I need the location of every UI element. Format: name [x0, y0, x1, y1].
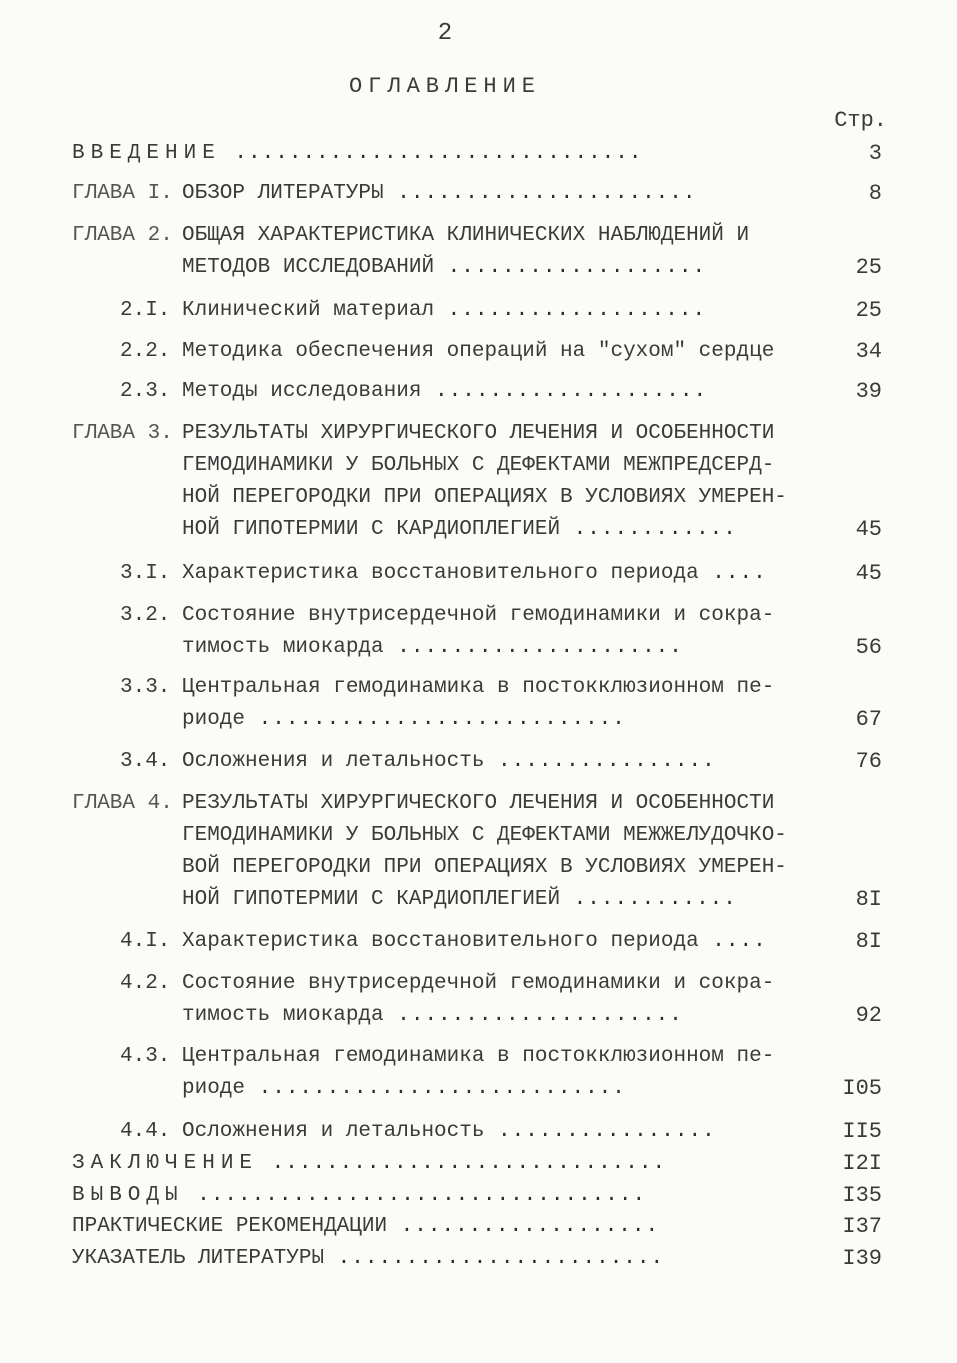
page-column-header: Стр.: [834, 108, 887, 133]
toc-page-number: II5: [842, 1119, 882, 1144]
toc-entry-text: Состояние внутрисердечной гемодинамики и сокра-: [182, 604, 775, 627]
toc-entry-line: [182, 970, 774, 998]
toc-entry-text: риоде: [182, 708, 246, 731]
toc-page-number: 45: [855, 561, 882, 586]
toc-entry-label: ГЛАВА 3.: [72, 422, 173, 445]
toc-entry-line: [182, 1002, 683, 1030]
toc-entry-line: [182, 674, 774, 702]
toc-entry-line: [182, 254, 706, 282]
toc-leader-dots: ...........................: [245, 1077, 626, 1100]
toc-page-number: 76: [855, 749, 882, 774]
toc-leader-dots: ...................: [387, 1215, 660, 1238]
toc-entry-line: [182, 560, 767, 588]
toc-entry-text: риоде: [182, 1077, 246, 1100]
toc-entry-label: 3.I.: [120, 562, 171, 585]
toc-entry-line: [72, 140, 643, 168]
toc-entry-line: [182, 854, 787, 882]
toc-leader-dots: ....................: [421, 380, 708, 403]
toc-entry-label: ГЛАВА 2.: [72, 224, 173, 247]
toc-page-number: I39: [842, 1246, 882, 1271]
toc-page-number: I35: [842, 1183, 882, 1208]
toc-entry-label: 4.4.: [120, 1120, 171, 1143]
toc-leader-dots: .....................: [383, 636, 683, 659]
toc-page-number: 8I: [855, 929, 882, 954]
toc-entry-text: Центральная гемодинамика в постокклюзионном пе-: [182, 1045, 775, 1068]
toc-entry-line: [182, 1118, 716, 1146]
toc-page-number: 92: [855, 1003, 882, 1028]
toc-entry-text: ГЕМОДИНАМИКИ У БОЛЬНЫХ С ДЕФЕКТАМИ МЕЖПРЕДСЕРД-: [182, 454, 775, 477]
toc-page-number: 8I: [855, 887, 882, 912]
toc-entry-line: [182, 928, 767, 956]
toc-entry-label: 3.4.: [120, 750, 171, 773]
toc-page-number: 45: [855, 517, 882, 542]
toc-entry-label: 2.I.: [120, 299, 171, 322]
toc-page-number: 67: [855, 707, 882, 732]
toc-leader-dots: ..............................: [220, 142, 643, 165]
toc-entry-line: [72, 1150, 666, 1178]
toc-entry-text: Осложнения и летальность: [182, 1120, 485, 1143]
toc-entry-text: ПРАКТИЧЕСКИЕ РЕКОМЕНДАЦИИ: [72, 1215, 388, 1238]
toc-page-number: 25: [855, 255, 882, 280]
toc-entry-label: ГЛАВА 4.: [72, 792, 173, 815]
toc-page-number: I05: [842, 1076, 882, 1101]
toc-leader-dots: ....: [698, 930, 767, 953]
toc-entry-text: Клинический материал: [182, 299, 435, 322]
toc-entry-text: ОБЩАЯ ХАРАКТЕРИСТИКА КЛИНИЧЕСКИХ НАБЛЮДЕНИЙ И: [182, 224, 750, 247]
toc-entry-text: Осложнения и летальность: [182, 750, 485, 773]
toc-entry-line: [182, 452, 774, 480]
toc-page-number: 39: [855, 379, 882, 404]
toc-entry-label: 3.2.: [120, 604, 171, 627]
toc-leader-dots: ................: [484, 750, 716, 773]
toc-entry-text: РЕЗУЛЬТАТЫ ХИРУРГИЧЕСКОГО ЛЕЧЕНИЯ И ОСОБЕННОСТИ: [182, 792, 775, 815]
toc-entry-text: Характеристика восстановительного периода: [182, 930, 699, 953]
toc-entry-line: [182, 790, 774, 818]
toc-entry-line: [72, 1213, 659, 1241]
toc-entry-label: ГЛАВА I.: [72, 182, 173, 205]
toc-entry-label: 2.2.: [120, 340, 171, 363]
toc-entry-text: Методика обеспечения операций на "сухом" сердце: [182, 340, 775, 363]
toc-entry-text: ЗАКЛЮЧЕНИЕ: [72, 1152, 259, 1175]
toc-entry-line: [182, 1075, 626, 1103]
toc-entry-line: [182, 297, 706, 325]
toc-entry-line: [182, 822, 787, 850]
toc-leader-dots: .....................: [383, 1004, 683, 1027]
toc-entry-line: [182, 180, 697, 208]
toc-entry-text: тимость миокарда: [182, 1004, 384, 1027]
toc-entry-label: 4.I.: [120, 930, 171, 953]
toc-entry-line: [182, 602, 774, 630]
toc-page-number: 3: [868, 141, 882, 166]
toc-entry-text: НОЙ ПЕРЕГОРОДКИ ПРИ ОПЕРАЦИЯХ В УСЛОВИЯХ УМЕРЕН-: [182, 486, 787, 509]
toc-entry-line: [72, 1245, 664, 1273]
toc-entry-text: РЕЗУЛЬТАТЫ ХИРУРГИЧЕСКОГО ЛЕЧЕНИЯ И ОСОБЕННОСТИ: [182, 422, 775, 445]
toc-entry-label: 2.3.: [120, 380, 171, 403]
toc-entry-text: ВЫВОДЫ: [72, 1184, 184, 1207]
toc-page-number: I37: [842, 1214, 882, 1239]
toc-leader-dots: ........................: [324, 1247, 665, 1270]
toc-entry-line: [72, 1182, 646, 1210]
toc-leader-dots: ...................: [434, 299, 707, 322]
toc-entry-text: Состояние внутрисердечной гемодинамики и сокра-: [182, 972, 775, 995]
toc-entry-line: [182, 1043, 774, 1071]
toc-leader-dots: .................................: [183, 1184, 647, 1207]
toc-entry-label: 4.3.: [120, 1045, 171, 1068]
toc-entry-text: НОЙ ГИПОТЕРМИИ С КАРДИОПЛЕГИЕЙ: [182, 518, 561, 541]
toc-leader-dots: ................: [484, 1120, 716, 1143]
toc-leader-dots: ....: [698, 562, 767, 585]
toc-entry-line: [182, 886, 737, 914]
toc-entry-line: [182, 634, 683, 662]
toc-entry-line: [182, 484, 787, 512]
toc-page-number: 8: [868, 181, 882, 206]
toc-entry-line: [182, 420, 774, 448]
toc-entry-line: [182, 222, 749, 250]
toc-entry-line: [182, 378, 707, 406]
toc-entry-text: УКАЗАТЕЛЬ ЛИТЕРАТУРЫ: [72, 1247, 325, 1270]
toc-title: ОГЛАВЛЕНИЕ: [348, 74, 542, 99]
toc-entry-text: Методы исследования: [182, 380, 422, 403]
toc-entry-text: Характеристика восстановительного периода: [182, 562, 699, 585]
toc-entry-line: [182, 338, 774, 366]
toc-leader-dots: ............: [560, 518, 737, 541]
toc-entry-text: ГЕМОДИНАМИКИ У БОЛЬНЫХ С ДЕФЕКТАМИ МЕЖЖЕЛУДОЧКО-: [182, 824, 787, 847]
toc-entry-text: тимость миокарда: [182, 636, 384, 659]
toc-entry-line: [182, 706, 626, 734]
toc-entry-text: НОЙ ГИПОТЕРМИИ С КАРДИОПЛЕГИЕЙ: [182, 888, 561, 911]
toc-leader-dots: ......................: [383, 182, 697, 205]
toc-entry-text: ВВЕДЕНИЕ: [72, 142, 221, 165]
toc-entry-text: Центральная гемодинамика в постокклюзионном пе-: [182, 676, 775, 699]
toc-entry-label: 4.2.: [120, 972, 171, 995]
toc-entry-text: ОБЗОР ЛИТЕРАТУРЫ: [182, 182, 384, 205]
toc-leader-dots: ...................: [434, 256, 707, 279]
toc-leader-dots: .............................: [258, 1152, 667, 1175]
toc-entry-label: 3.3.: [120, 676, 171, 699]
toc-page-number: 56: [855, 635, 882, 660]
toc-entry-line: [182, 516, 737, 544]
toc-page-number: 25: [855, 298, 882, 323]
toc-entry-line: [182, 748, 716, 776]
toc-page-number: I2I: [842, 1151, 882, 1176]
toc-leader-dots: ...........................: [245, 708, 626, 731]
toc-entry-text: МЕТОДОВ ИССЛЕДОВАНИЙ: [182, 256, 435, 279]
toc-page-number: 34: [855, 339, 882, 364]
toc-leader-dots: ............: [560, 888, 737, 911]
page-number: 2: [437, 20, 453, 47]
toc-entry-text: ВОЙ ПЕРЕГОРОДКИ ПРИ ОПЕРАЦИЯХ В УСЛОВИЯХ УМЕРЕН-: [182, 856, 787, 879]
